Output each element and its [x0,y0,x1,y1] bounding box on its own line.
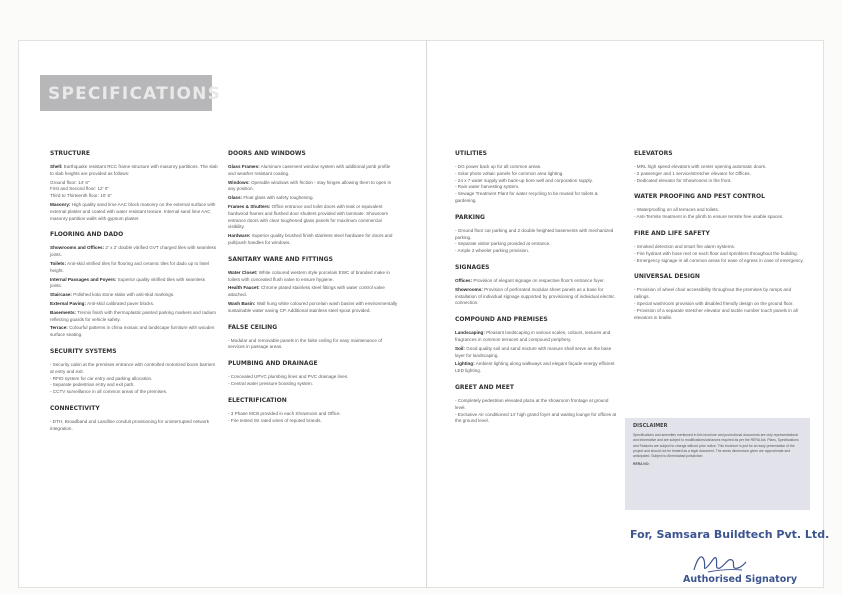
section-title: UNIVERSAL DESIGN [634,273,700,281]
list-item: - DG power back up for all common areas. [455,164,542,169]
section-fire [634,230,806,264]
section-elevators [634,150,806,184]
list-item: - RFID system for car entry and parking allocation. [50,375,153,381]
section-electrification [228,397,398,425]
list-item: - Dedicated elevator for Showrooms in the front. [634,177,732,183]
list-item: - Anti-Termite treatment in the plinth to ensure termite free usable spaces. [634,214,784,220]
section-title: PARKING [455,213,485,221]
section-title: FLOORING AND DADO [50,231,124,239]
list-item: - Fire hydrant with hose reel on each floor and sprinklers throughout the building. [634,250,798,256]
flooring-spec: Terrace: Colourful patterns in china mosaic and landscape furniture with wooden surface seating. [50,325,215,338]
section-compound [455,316,617,375]
section-plumbing [228,360,398,388]
list-item: - Emergency signage in all common areas for ease of egress in case of emergency. [634,257,804,263]
list-item: - Security cabin at the premises entrance with controlled motorized boom barriers at entry and exit. [50,361,216,374]
section-title: ELEVATORS [634,150,673,157]
column-elevators [634,150,806,330]
specifications-banner [40,75,222,111]
section-title: FIRE AND LIFE SAFETY [634,229,710,237]
list-item: - DTH, Broadband and Landline conduit provisioning for uninterrupted network integration. [50,418,210,431]
section-flooring [50,231,218,339]
compound-spec: Landscaping: Pleasant landscaping in various scales, colours, textures and fragrances in common terraces and compound periphery. [455,330,611,342]
signature-mark [688,550,748,576]
list-item: - Solar photo voltaic panels for common area lighting. [455,170,564,176]
section-universal [634,273,806,321]
section-title: WATER PROOFING AND PEST CONTROL [634,193,765,201]
column-doors [228,150,398,433]
section-title: PLUMBING AND DRAINAGE [228,360,318,368]
disclaimer-box [625,418,810,510]
column-structure [50,150,218,442]
flooring-spec: Toilets: Anti-skid vitrified tiles for flooring and ceramic tiles for dado up to lintel height. [50,260,209,273]
list-item: - Provision of a separate stretcher elevator and tactile number touch panels in all elevators in braille. [634,307,798,320]
section-structure [50,150,218,222]
section-title: SIGNAGES [455,263,490,271]
list-item: - MRL high speed elevators with center opening automatic doors. [634,164,767,169]
section-doors [228,150,398,247]
signage-spec: Offices: Provision of elegant signage on respective floor's entrance foyer. [455,277,605,283]
list-item: - 2 passenger and 1 service/stretcher elevator for Offices. [634,170,751,176]
list-item: - Ground floor car parking and 2 double heighted basements with mechanized parking. [455,227,614,240]
section-title: SANITARY WARE AND FITTINGS [228,255,333,263]
flooring-spec: External Paving: Anti-skid calibrated paver blocks. [50,300,155,306]
section-title: CONNECTIVITY [50,404,100,412]
section-ceiling [228,324,398,352]
banner-title: SPECIFICATIONS [48,84,222,104]
section-title: STRUCTURE [50,150,90,157]
list-item: - Special washroom provision with disabled friendly design on the ground floor. [634,300,794,306]
height-spec: Third to Thirteenth floor: 10' 6" [50,193,112,199]
section-utilities [455,150,617,205]
list-item: - Separate pedestrian entry and exit path. [50,382,135,388]
flooring-spec: Basements: Tremix finish with thermoplastic painted parking markers and radium reflecting guards for vehicle safety. [50,309,216,322]
section-parking [455,214,617,255]
list-item: - Concealed UPVC plumbing lines and PVC drainage lines. [228,374,349,380]
list-item: - Waterproofing on all terraces and toilets. [634,207,720,213]
column-utilities [455,150,617,434]
section-title: FALSE CEILING [228,323,278,331]
signage-spec: Showrooms: Provision of perforated modular sheet panels as a base for installation of individual signage supported by provisioning of individual electric connection. [455,286,615,306]
list-item: - 3 Phase MCB provided in each Showroom and Office. [228,410,341,416]
compound-spec: Lighting: Ambient lighting along walkways and elegant façade energy efficient LED lighting. [455,361,615,374]
compound-spec: Soil: Good quality soil and sand mixture with manure shall serve as the base layer for landscaping. [455,345,612,358]
section-title: UTILITIES [455,150,487,157]
doors-spec: Windows: Operable windows with friction - stay hinges allowing them to open in any position. [228,179,392,192]
rera-number: RERA NO: [633,462,650,467]
list-item: - Rain water harvesting system. [455,184,520,190]
height-spec: Ground floor: 14' 6" [50,179,90,185]
list-item: - Separate visitor parking provided at entrance. [455,241,551,247]
masonry-spec: Masonry: High quality sand lime AAC block masonry on the external surface with external plaster and coated with water resistant texture. Internal sand lime AAC masonry partition walls with gypsum plaster. [50,201,216,221]
list-item: - Fire tested ISI rated wires of reputed brands. [228,417,322,423]
flooring-spec: Showrooms and Offices: 2' x 2' double vitrified GVT charged tiles with seamless joints. [50,245,217,258]
list-item: - Ample 2 wheeler parking provision. [455,248,530,254]
section-title: DOORS AND WINDOWS [228,150,306,157]
list-item: - Sewage Treatment Plant for water recycling to be reused for toilets & gardening. [455,191,598,203]
doors-spec: Frames & Shutters: Office entrance and toilet doors with teak or equivalent hardwood frames and flushed door shutters provided with laminate. Showroom entrance doors with clear toughened glass panels for maximum commercial visibility. [228,203,389,230]
list-item: - Completely pedestrian elevated plaza at the showroom frontage at ground level. [455,397,609,410]
section-waterproofing [634,193,806,221]
list-item: - Central water pressure boosting system. [228,380,314,386]
section-security [50,348,218,396]
disclaimer-title: DISCLAIMER [633,423,668,429]
flooring-spec: Internal Passages and Foyers: Superior quality vitrified tiles with seamless joints. [50,276,205,289]
list-item: - Exclusive Air conditioned 14' high grand foyer and waiting lounge for offices at the ground level. [455,411,617,424]
list-item: - Provision of wheel chair accessibility throughout the premises by ramps and railings. [634,287,792,300]
doors-spec: Hardware: Superior quality brushed finish stainless steel hardware for doors and pull/push handles for windows. [228,233,393,245]
disclaimer-text: Specifications and amenities mentioned in this brochure and promotional documents are only representational and informative and are subject to modifications/variances required as per the RERA Act. Plans, Specifications and Features are subject to change without prior notice. This brochure is just for an easy presentation of the project and should not be treated as a legal document. The areas dimensions given are approximate and anticipated. Subject to Ahmedabad jurisdiction. [633,433,799,459]
section-title: ELECTRIFICATION [228,396,287,404]
list-item: - 24 x 7 water supply with back-up bore well and corporation supply. [455,177,593,183]
list-item: - Modular and removable panels in the false ceiling for easy maintenance of services in passage areas. [228,337,382,350]
sanitary-spec: Health Faucet: Chrome plated stainless steel fittings with water control valve attached. [228,285,385,298]
sanitary-spec: Wash Basin: Wall hung white coloured porcelain wash basins with environmentally sustainable water saving CP. Additional stainless steel spout provided. [228,300,398,313]
shell-spec: Shell: Earthquake resistant RCC frame structure with masonry partitions. The slab to slab heights are provided as follows: [50,164,218,176]
doors-spec: Glass Frames: Aluminum casement window system with additional jamb profile and weather resistant coating. [228,164,391,176]
section-signages [455,264,617,307]
section-title: GREET AND MEET [455,383,514,391]
list-item: - CCTV surveillance in all common areas of the premises. [50,389,168,395]
section-title: SECURITY SYSTEMS [50,347,117,355]
section-greet [455,384,617,425]
section-sanitary [228,256,398,315]
height-spec: First and Second floor: 12' 0" [50,186,109,192]
list-item: - Smoked detection and smart fire alarm systems. [634,243,736,249]
doors-spec: Glass: Float glass with safety toughening. [228,195,314,201]
page-fold-divider [426,40,427,588]
sanitary-spec: Water Closet: White coloured western style porcelain EWC of branded make in toilets with concealed flush valve to ensure hygiene. [228,269,390,282]
company-name: For, Samsara Buildtech Pvt. Ltd. [630,528,830,541]
flooring-spec: Staircase: Polished kota stone slabs with anti-skid markings. [50,292,175,298]
section-title: COMPOUND AND PREMISES [455,316,548,324]
authorised-signatory: Authorised Signatory [683,574,798,585]
section-connectivity [50,405,218,433]
